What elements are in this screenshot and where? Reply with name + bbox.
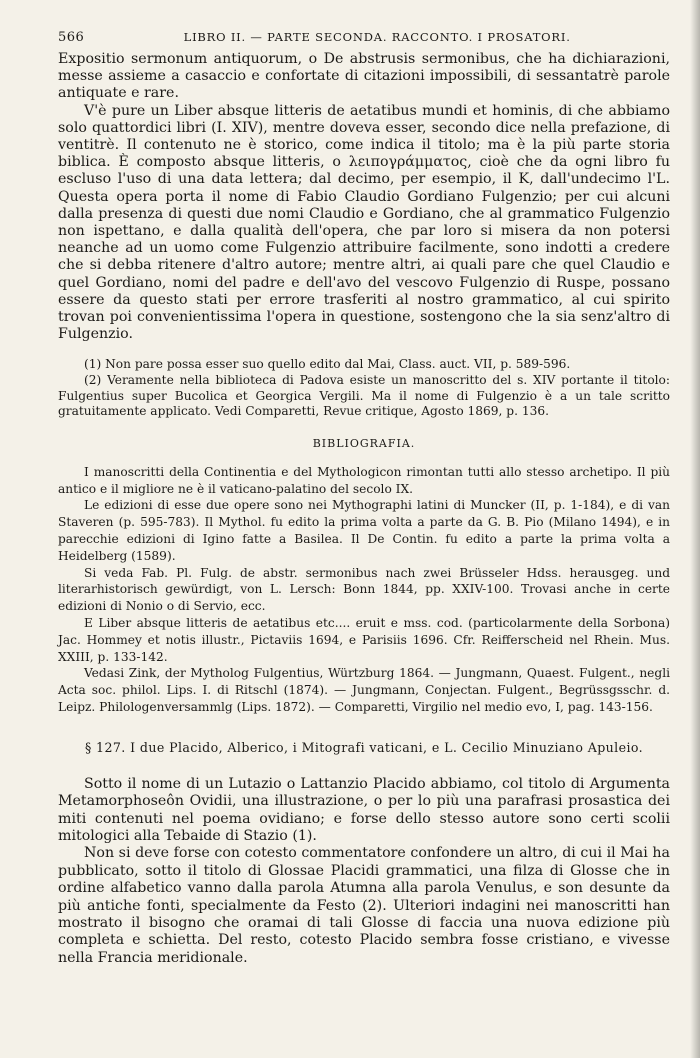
bibliography-entry: Vedasi Zink, der Mytholog Fulgentius, Würtzburg 1864. — Jungmann, Quaest. Fulgent., negli Acta soc. philol. Lips. I. di Ritschl (1874). — Jungmann, Conjectan. Fulgent., Begrüssgsschr. d. Leipz. Philologenversammlg (Lips. 1872). — Comparetti, Virgilio nel medio evo, I, pag. 143-156. [58, 666, 670, 714]
bibliography [58, 464, 670, 716]
footnote: (1) Non pare possa esser suo quello edito dal Mai, Class. auct. VII, p. 589-596. [84, 357, 571, 372]
paragraph: Sotto il nome di un Lutazio o Lattanzio Placido abbiamo, col titolo di Argumenta Metamorphoseôn Ovidii, una illustrazione, o per lo più una parafrasi prosastica dei miti contenuti nel poema ovidiano; e forse dello stesso autore sono certi scolii mitologici alla Tebaide di Stazio (1). [58, 775, 670, 844]
page-header [58, 30, 670, 45]
bibliography-entry: E Liber absque litteris de aetatibus etc.... eruit e mss. cod. (particolarmente della Sorbona) Jac. Hommey et notis illustr., Pictaviis 1694, e Parisiis 1696. Cfr. Reifferscheid nel Rhein. Mus. XXIII, p. 133-142. [58, 616, 670, 664]
paragraph: Non si deve forse con cotesto commentatore confondere un altro, di cui il Mai ha pubblicato, sotto il titolo di Glossae Placidi grammatici, una filza di Glosse che in ordine alfabetico vanno dalla parola Atumna alla parola Venulus, e son desunte da più antiche fonti, specialmente da Festo (2). Ulteriori indagini nei manoscritti han mostrato il bisogno che oramai di tali Glosse di faccia una nuova edizione più completa e schietta. Del resto, cotesto Placido sembra fosse cristiano, e vivesse nella Francia meridionale. [58, 845, 670, 966]
main-text [58, 51, 670, 343]
bibliography-entry: Si veda Fab. Pl. Fulg. de abstr. sermonibus nach zwei Brüsseler Hdss. herausgeg. und literarhistorisch gewürdigt, von L. Lersch: Bonn 1844, pp. XXIV-100. Trovasi anche in certe edizioni di Nonio o di Servio, ecc. [58, 565, 670, 614]
page-number: 566 [58, 30, 85, 45]
footnotes [58, 357, 670, 419]
bibliography-entry: I manoscritti della Continentia e del Mythologicon rimontan tutti allo stesso archetipo. Il più antico e il migliore ne è il vaticano-palatino del secolo IX. [58, 464, 670, 496]
section-text [58, 776, 670, 967]
paragraph: Expositio sermonum antiquorum, o De abstrusis sermonibus, che ha dichiarazioni, messe assieme a casaccio e confortate di citazioni impossibili, di sessantatrè parole antiquate e rare. [58, 51, 670, 102]
section-title: § 127. I due Placido, Alberico, i Mitografi vaticani, e L. Cecilio Minuziano Apuleio. [84, 739, 644, 755]
bibliography-heading: BIBLIOGRAFIA. [312, 436, 416, 450]
bibliography-entry: Le edizioni di esse due opere sono nei Mythographi latini di Muncker (II, p. 1-184), e di van Staveren (p. 595-783). Il Mythol. fu edito la prima volta a parte da G. B. Pio (Milano 1494), e in parecchie edizioni di Igino fatte a Basilea. Il De Contin. fu edito a parte la prima volta a Heidelberg (1589). [58, 498, 670, 563]
book-page [58, 30, 670, 967]
page-edge-shadow [690, 0, 700, 1058]
paragraph: V'è pure un Liber absque litteris de aetatibus mundi et hominis, di che abbiamo solo quattordici libri (I. XIV), mentre doveva esser, secondo dice nella prefazione, di ventitrè. Il contenuto ne è storico, come indica il titolo; ma è la più parte storia biblica. È composto absque litteris, o λειπογράμματος, cioè che da ogni libro fu escluso l'uso di una data lettera; dal decimo, per esempio, il K, dall'undecimo l'L. Questa opera porta il nome di Fabio Claudio Gordiano Fulgenzio; per cui alcuni dalla presenza di questi due nomi Claudio e Gordiano, che al grammatico Fulgenzio non ispettano, e dalla qualità dell'opera, che par loro si misera da non potersi neanche ad un uomo come Fulgenzio attribuire facilmente, sono indotti a credere che si debba ritenere d'altro autore; mentre altri, ai quali pare che quel Claudio e quel Gordiano, nomi del padre e dell'avo del vescovo Fulgenzio di Ruspe, possano essere da questo stati per errore trasferiti al nostro grammatico, al cui spirito trovan poi convenientissima l'opera in questione, sostengono che la sia senz'altro di Fulgenzio. [58, 102, 670, 343]
running-title: LIBRO II. — PARTE SECONDA. RACCONTO. I PROSATORI. [183, 30, 571, 44]
footnote: (2) Veramente nella biblioteca di Padova esiste un manoscritto del s. XIV portante il titolo: Fulgentius super Bucolica et Georgica Vergili. Ma il nome di Fulgenzio è a un tale scritto gratuitamente applicato. Vedi Comparetti, Revue critique, Agosto 1869, p. 136. [58, 373, 670, 419]
